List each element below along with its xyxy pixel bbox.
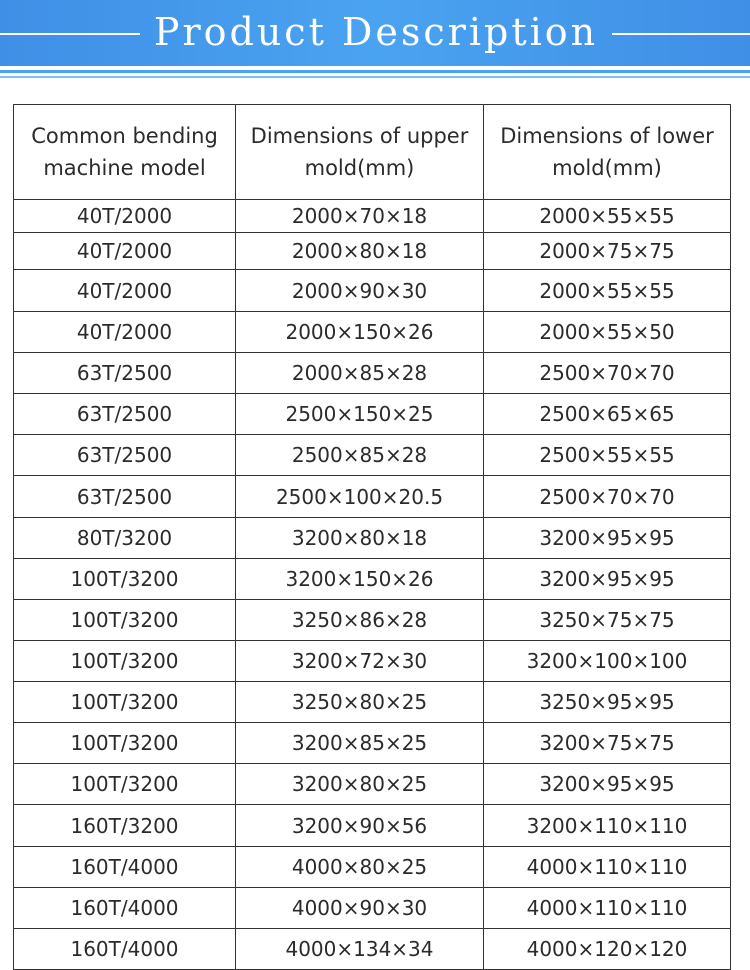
cell-machine-model: 63T/2500 bbox=[14, 353, 236, 394]
cell-machine-model: 160T/4000 bbox=[14, 929, 236, 970]
cell-lower-mold: 4000×120×120 bbox=[484, 929, 731, 970]
cell-machine-model: 100T/3200 bbox=[14, 641, 236, 682]
cell-upper-mold: 2500×85×28 bbox=[236, 435, 484, 476]
cell-upper-mold: 3250×80×25 bbox=[236, 682, 484, 723]
table-row bbox=[14, 476, 731, 518]
page-title: Product Description bbox=[153, 10, 599, 54]
cell-machine-model: 40T/2000 bbox=[14, 200, 236, 233]
table-row bbox=[14, 200, 731, 233]
cell-upper-mold: 4000×134×34 bbox=[236, 929, 484, 970]
cell-lower-mold: 2000×75×75 bbox=[484, 233, 731, 270]
cell-lower-mold: 3200×100×100 bbox=[484, 641, 731, 682]
cell-machine-model: 100T/3200 bbox=[14, 682, 236, 723]
table-row bbox=[14, 312, 731, 353]
specs-table bbox=[13, 104, 731, 970]
table-row bbox=[14, 435, 731, 476]
cell-lower-mold: 2500×65×65 bbox=[484, 394, 731, 435]
cell-upper-mold: 3200×85×25 bbox=[236, 723, 484, 764]
cell-lower-mold: 3250×75×75 bbox=[484, 600, 731, 641]
cell-lower-mold: 2500×70×70 bbox=[484, 476, 731, 518]
cell-machine-model: 40T/2000 bbox=[14, 233, 236, 270]
table-row bbox=[14, 233, 731, 270]
header-lower-mold: Dimensions of lower mold(mm) bbox=[484, 105, 731, 200]
table-row bbox=[14, 723, 731, 764]
cell-machine-model: 160T/4000 bbox=[14, 847, 236, 888]
table-row bbox=[14, 518, 731, 559]
banner-divider-right bbox=[612, 33, 750, 35]
cell-lower-mold: 4000×110×110 bbox=[484, 847, 731, 888]
banner-divider-left bbox=[0, 33, 140, 35]
cell-upper-mold: 4000×90×30 bbox=[236, 888, 484, 929]
cell-upper-mold: 3200×72×30 bbox=[236, 641, 484, 682]
cell-machine-model: 80T/3200 bbox=[14, 518, 236, 559]
cell-lower-mold: 2000×55×55 bbox=[484, 270, 731, 312]
table-row bbox=[14, 353, 731, 394]
cell-upper-mold: 3200×80×18 bbox=[236, 518, 484, 559]
cell-machine-model: 160T/3200 bbox=[14, 805, 236, 847]
banner-stripe-thin bbox=[0, 76, 750, 78]
cell-upper-mold: 4000×80×25 bbox=[236, 847, 484, 888]
cell-upper-mold: 3250×86×28 bbox=[236, 600, 484, 641]
table-row bbox=[14, 600, 731, 641]
cell-lower-mold: 2000×55×50 bbox=[484, 312, 731, 353]
table-row bbox=[14, 641, 731, 682]
cell-upper-mold: 3200×150×26 bbox=[236, 559, 484, 600]
cell-upper-mold: 2000×80×18 bbox=[236, 233, 484, 270]
table-header-row bbox=[14, 105, 731, 200]
cell-upper-mold: 2500×150×25 bbox=[236, 394, 484, 435]
cell-upper-mold: 2000×85×28 bbox=[236, 353, 484, 394]
cell-lower-mold: 3200×95×95 bbox=[484, 764, 731, 805]
table-row bbox=[14, 682, 731, 723]
cell-lower-mold: 2500×70×70 bbox=[484, 353, 731, 394]
table-row bbox=[14, 847, 731, 888]
cell-upper-mold: 2000×150×26 bbox=[236, 312, 484, 353]
header-banner bbox=[0, 0, 750, 66]
table-row bbox=[14, 764, 731, 805]
cell-machine-model: 100T/3200 bbox=[14, 764, 236, 805]
table-row bbox=[14, 888, 731, 929]
table-row bbox=[14, 929, 731, 970]
cell-machine-model: 63T/2500 bbox=[14, 435, 236, 476]
header-upper-mold: Dimensions of upper mold(mm) bbox=[236, 105, 484, 200]
cell-lower-mold: 3200×95×95 bbox=[484, 518, 731, 559]
cell-lower-mold: 3200×95×95 bbox=[484, 559, 731, 600]
cell-machine-model: 63T/2500 bbox=[14, 394, 236, 435]
cell-machine-model: 100T/3200 bbox=[14, 600, 236, 641]
cell-machine-model: 63T/2500 bbox=[14, 476, 236, 518]
cell-lower-mold: 3200×110×110 bbox=[484, 805, 731, 847]
table-row bbox=[14, 805, 731, 847]
header-machine-model: Common bending machine model bbox=[14, 105, 236, 200]
table-row bbox=[14, 270, 731, 312]
cell-upper-mold: 3200×80×25 bbox=[236, 764, 484, 805]
table-body bbox=[14, 200, 731, 970]
cell-machine-model: 100T/3200 bbox=[14, 723, 236, 764]
cell-lower-mold: 2000×55×55 bbox=[484, 200, 731, 233]
cell-lower-mold: 2500×55×55 bbox=[484, 435, 731, 476]
cell-machine-model: 40T/2000 bbox=[14, 312, 236, 353]
cell-lower-mold: 4000×110×110 bbox=[484, 888, 731, 929]
cell-upper-mold: 2000×90×30 bbox=[236, 270, 484, 312]
cell-upper-mold: 3200×90×56 bbox=[236, 805, 484, 847]
table-row bbox=[14, 559, 731, 600]
cell-machine-model: 100T/3200 bbox=[14, 559, 236, 600]
banner-stripe bbox=[0, 70, 750, 73]
cell-upper-mold: 2000×70×18 bbox=[236, 200, 484, 233]
cell-machine-model: 40T/2000 bbox=[14, 270, 236, 312]
cell-lower-mold: 3250×95×95 bbox=[484, 682, 731, 723]
cell-lower-mold: 3200×75×75 bbox=[484, 723, 731, 764]
cell-machine-model: 160T/4000 bbox=[14, 888, 236, 929]
table-row bbox=[14, 394, 731, 435]
cell-upper-mold: 2500×100×20.5 bbox=[236, 476, 484, 518]
